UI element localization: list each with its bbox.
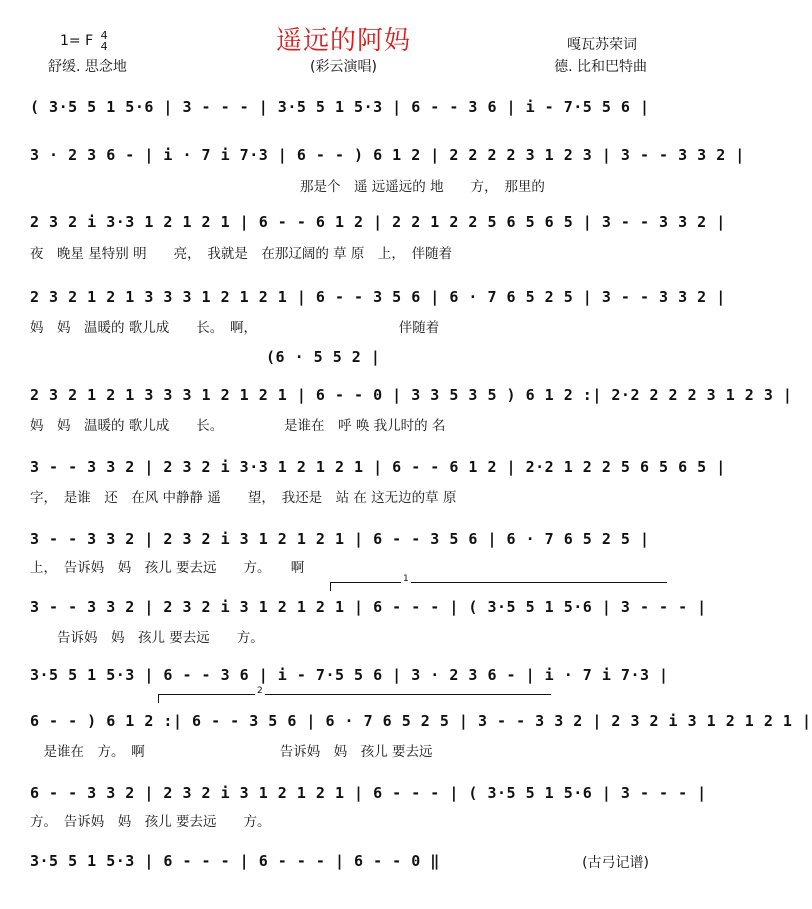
score-row-3-lyrics: 夜 晚星 星特别 明 亮， 我就是 在那辽阔的 草 原 上， 伴随着 xyxy=(30,246,453,262)
score-row-4b-notes: (6 · 5 5 2 | xyxy=(266,348,381,366)
score-row-9-notes: 3·5 5 1 5·3 | 6 - - 3 6 | i - 7·5 5 6 | 3 · 2 3 6 - | i · 7 i 7·3 | xyxy=(30,666,669,684)
score-row-8-lyrics: 告诉妈 妈 孩儿 要去远 方。 xyxy=(30,630,264,646)
key-label: 1= F xyxy=(60,33,94,49)
volta-first-label: 1 xyxy=(403,574,409,584)
score-row-5-lyrics: 妈 妈 温暖的 歌儿成 长。 是谁在 呼 唤 我儿时的 名 xyxy=(30,418,446,434)
composer-credit: 德. 比和巴特曲 xyxy=(554,59,647,75)
transcriber-credit: (古弓记谱) xyxy=(582,855,649,871)
volta-bracket-first xyxy=(330,574,667,591)
score-row-11-lyrics: 方。 告诉妈 妈 孩儿 要去远 方。 xyxy=(30,814,271,830)
score-row-5-notes: 2 3 2 1 2 1 3 3 3 1 2 1 2 1 | 6 - - 0 | 3 3 5 3 5 ) 6 1 2 :| 2·2 2 2 2 3 1 2 3 | xyxy=(30,386,793,404)
score-row-10-lyrics: 是谁在 方。 啊 告诉妈 妈 孩儿 要去远 xyxy=(30,744,433,760)
score-row-8-notes: 3 - - 3 3 2 | 2 3 2 i 3 1 2 1 2 1 | 6 - - - | ( 3·5 5 1 5·6 | 3 - - - | xyxy=(30,598,707,616)
volta-bracket-second xyxy=(158,686,551,703)
score-row-2-lyrics: 那是个 遥 远遥远的 地 方， 那里的 xyxy=(300,179,545,195)
volta-second-label: 2 xyxy=(257,686,263,696)
time-signature-top: 4 xyxy=(100,29,108,42)
song-title: 遥远的阿妈 xyxy=(275,26,411,56)
score-row-7-lyrics: 上， 告诉妈 妈 孩儿 要去远 方。 啊 xyxy=(30,560,305,576)
score-row-6-notes: 3 - - 3 3 2 | 2 3 2 i 3·3 1 2 1 2 1 | 6 - - 6 1 2 | 2·2 1 2 2 5 6 5 6 5 | xyxy=(30,458,726,476)
performer-credit: (彩云演唱) xyxy=(310,59,377,75)
key-signature xyxy=(60,30,108,52)
score-row-1-notes: ( 3·5 5 1 5·6 | 3 - - - | 3·5 5 1 5·3 | 6 - - 3 6 | i - 7·5 5 6 | xyxy=(30,98,650,116)
score-row-10-notes: 6 - - ) 6 1 2 :| 6 - - 3 5 6 | 6 · 7 6 5 2 5 | 3 - - 3 3 2 | 2 3 2 i 3 1 2 1 2 1 | xyxy=(30,712,812,730)
score-row-3-notes: 2 3 2 i 3·3 1 2 1 2 1 | 6 - - 6 1 2 | 2 2 1 2 2 5 6 5 6 5 | 3 - - 3 3 2 | xyxy=(30,213,726,231)
score-row-6-lyrics: 字， 是谁 还 在风 中静静 遥 望， 我还是 站 在 这无边的草 原 xyxy=(30,490,457,506)
score-row-4-notes: 2 3 2 1 2 1 3 3 3 1 2 1 2 1 | 6 - - 3 5 6 | 6 · 7 6 5 2 5 | 3 - - 3 3 2 | xyxy=(30,288,726,306)
score-row-11-notes: 6 - - 3 3 2 | 2 3 2 i 3 1 2 1 2 1 | 6 - - - | ( 3·5 5 1 5·6 | 3 - - - | xyxy=(30,784,707,802)
tempo-marking: 舒缓. 思念地 xyxy=(48,59,127,75)
score-row-2-notes: 3 · 2 3 6 - | i · 7 i 7·3 | 6 - - ) 6 1 2 | 2 2 2 2 3 1 2 3 | 3 - - 3 3 2 | xyxy=(30,146,745,164)
score-row-7-notes: 3 - - 3 3 2 | 2 3 2 i 3 1 2 1 2 1 | 6 - - 3 5 6 | 6 · 7 6 5 2 5 | xyxy=(30,530,650,548)
time-signature-bottom: 4 xyxy=(100,40,108,53)
score-row-12-notes: 3·5 5 1 5·3 | 6 - - - | 6 - - - | 6 - - 0 ‖ xyxy=(30,852,440,870)
score-row-4-lyrics: 妈 妈 温暖的 歌儿成 长。 啊， 伴随着 xyxy=(30,320,440,336)
time-signature xyxy=(101,30,108,52)
lyricist-credit: 嘎瓦苏荣词 xyxy=(567,37,637,53)
